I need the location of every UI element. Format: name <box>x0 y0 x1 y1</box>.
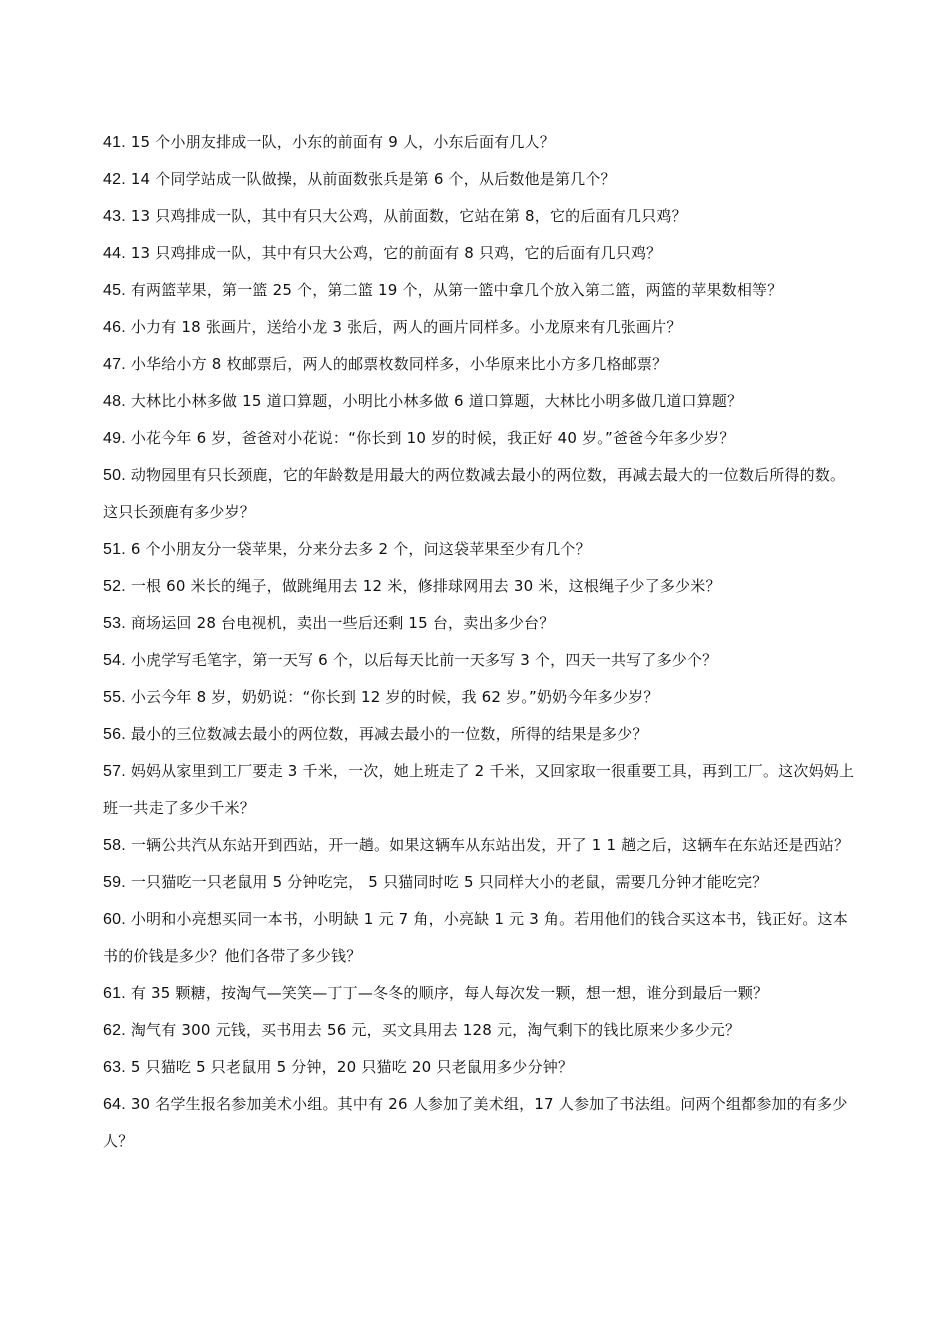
question-text: 13 只鸡排成一队，其中有只大公鸡，它的前面有 8 只鸡，它的后面有几只鸡？ <box>130 244 662 262</box>
question-number: 50. <box>103 467 126 484</box>
question-number: 62. <box>103 1022 126 1039</box>
question-item <box>103 753 855 827</box>
question-text: 商场运回 28 台电视机，卖出一些后还剩 15 台，卖出多少台？ <box>130 614 555 632</box>
question-number: 42. <box>103 171 126 188</box>
question-text: 大林比小林多做 15 道口算题，小明比小林多做 6 道口算题，大林比小明多做几道口算题？ <box>130 392 743 410</box>
question-item <box>103 309 855 346</box>
question-text: 6 个小朋友分一袋苹果，分来分去多 2 个，问这袋苹果至少有几个？ <box>130 540 591 558</box>
question-item <box>103 568 855 605</box>
question-text: 小华给小方 8 枚邮票后，两人的邮票枚数同样多，小华原来比小方多几格邮票？ <box>130 355 668 373</box>
question-item <box>103 679 855 716</box>
question-number: 60. <box>103 911 126 928</box>
question-item <box>103 1086 855 1160</box>
question-text: 30 名学生报名参加美术小组。其中有 26 人参加了美术组，17 人参加了书法组。问两个组都参加的有多少人？ <box>103 1095 848 1150</box>
question-item <box>103 901 855 975</box>
question-text: 15 个小朋友排成一队，小东的前面有 9 人，小东后面有几人？ <box>130 133 555 151</box>
question-item <box>103 235 855 272</box>
question-number: 49. <box>103 430 126 447</box>
question-number: 51. <box>103 541 126 558</box>
question-number: 63. <box>103 1059 126 1076</box>
question-item <box>103 1049 855 1086</box>
question-number: 56. <box>103 726 126 743</box>
question-number: 58. <box>103 837 126 854</box>
question-text: 有两篮苹果，第一篮 25 个，第二篮 19 个，从第一篮中拿几个放入第二篮，两篮的苹果数相等？ <box>130 281 783 299</box>
question-number: 48. <box>103 393 126 410</box>
question-text: 一只猫吃一只老鼠用 5 分钟吃完， 5 只猫同时吃 5 只同样大小的老鼠，需要几分钟才能吃完？ <box>130 873 768 891</box>
question-text: 最小的三位数减去最小的两位数，再减去最小的一位数，所得的结果是多少？ <box>130 725 648 743</box>
question-item <box>103 198 855 235</box>
question-item <box>103 383 855 420</box>
question-item <box>103 864 855 901</box>
question-number: 55. <box>103 689 126 706</box>
question-item <box>103 346 855 383</box>
question-number: 47. <box>103 356 126 373</box>
question-item <box>103 642 855 679</box>
question-text: 妈妈从家里到工厂要走 3 千米，一次，她上班走了 2 千米，又回家取一很重要工具，再到工厂。这次妈妈上班一共走了多少千米？ <box>103 762 855 817</box>
question-text: 小云今年 8 岁，奶奶说：“你长到 12 岁的时候，我 62 岁。”奶奶今年多少岁？ <box>130 688 659 706</box>
question-text: 小虎学写毛笔字，第一天写 6 个，以后每天比前一天多写 3 个，四天一共写了多少个？ <box>130 651 718 669</box>
question-number: 64. <box>103 1096 126 1113</box>
question-text: 有 35 颗糖，按淘气—笑笑—丁丁—冬冬的顺序，每人每次发一颗，想一想，谁分到最后一颗？ <box>130 984 769 1002</box>
question-number: 61. <box>103 985 126 1002</box>
question-text: 14 个同学站成一队做操，从前面数张兵是第 6 个，从后数他是第几个？ <box>130 170 616 188</box>
question-number: 43. <box>103 208 126 225</box>
question-item <box>103 827 855 864</box>
question-text: 动物园里有只长颈鹿，它的年龄数是用最大的两位数减去最小的两位数，再减去最大的一位数后所得的数。这只长颈鹿有多少岁？ <box>103 466 846 521</box>
question-number: 45. <box>103 282 126 299</box>
question-text: 一根 60 米长的绳子，做跳绳用去 12 米，修排球网用去 30 米，这根绳子少了多少米？ <box>130 577 721 595</box>
question-item <box>103 605 855 642</box>
question-item <box>103 124 855 161</box>
question-item <box>103 457 855 531</box>
question-item <box>103 975 855 1012</box>
question-number: 52. <box>103 578 126 595</box>
question-text: 淘气有 300 元钱，买书用去 56 元，买文具用去 128 元，淘气剩下的钱比原来少多少元？ <box>130 1021 741 1039</box>
question-number: 44. <box>103 245 126 262</box>
question-item <box>103 272 855 309</box>
question-list <box>103 124 855 1160</box>
question-number: 59. <box>103 874 126 891</box>
question-number: 53. <box>103 615 126 632</box>
question-number: 41. <box>103 134 126 151</box>
question-item <box>103 531 855 568</box>
question-number: 57. <box>103 763 126 780</box>
question-text: 小力有 18 张画片，送给小龙 3 张后，两人的画片同样多。小龙原来有几张画片？ <box>130 318 682 336</box>
question-text: 一辆公共汽从东站开到西站，开一趟。如果这辆车从东站出发，开了 1 1 趟之后，这辆车在东站还是西站？ <box>130 836 850 854</box>
question-text: 5 只猫吃 5 只老鼠用 5 分钟，20 只猫吃 20 只老鼠用多少分钟？ <box>130 1058 574 1076</box>
question-text: 小花今年 6 岁，爸爸对小花说：“你长到 10 岁的时候，我正好 40 岁。”爸爸今年多少岁？ <box>130 429 735 447</box>
question-item <box>103 1012 855 1049</box>
question-text: 小明和小亮想买同一本书，小明缺 1 元 7 角，小亮缺 1 元 3 角。若用他们的钱合买这本书，钱正好。这本书的价钱是多少？他们各带了多少钱？ <box>103 910 848 965</box>
question-number: 46. <box>103 319 126 336</box>
question-item <box>103 161 855 198</box>
question-item <box>103 420 855 457</box>
question-number: 54. <box>103 652 126 669</box>
question-text: 13 只鸡排成一队，其中有只大公鸡，从前面数，它站在第 8，它的后面有几只鸡？ <box>130 207 687 225</box>
question-item <box>103 716 855 753</box>
